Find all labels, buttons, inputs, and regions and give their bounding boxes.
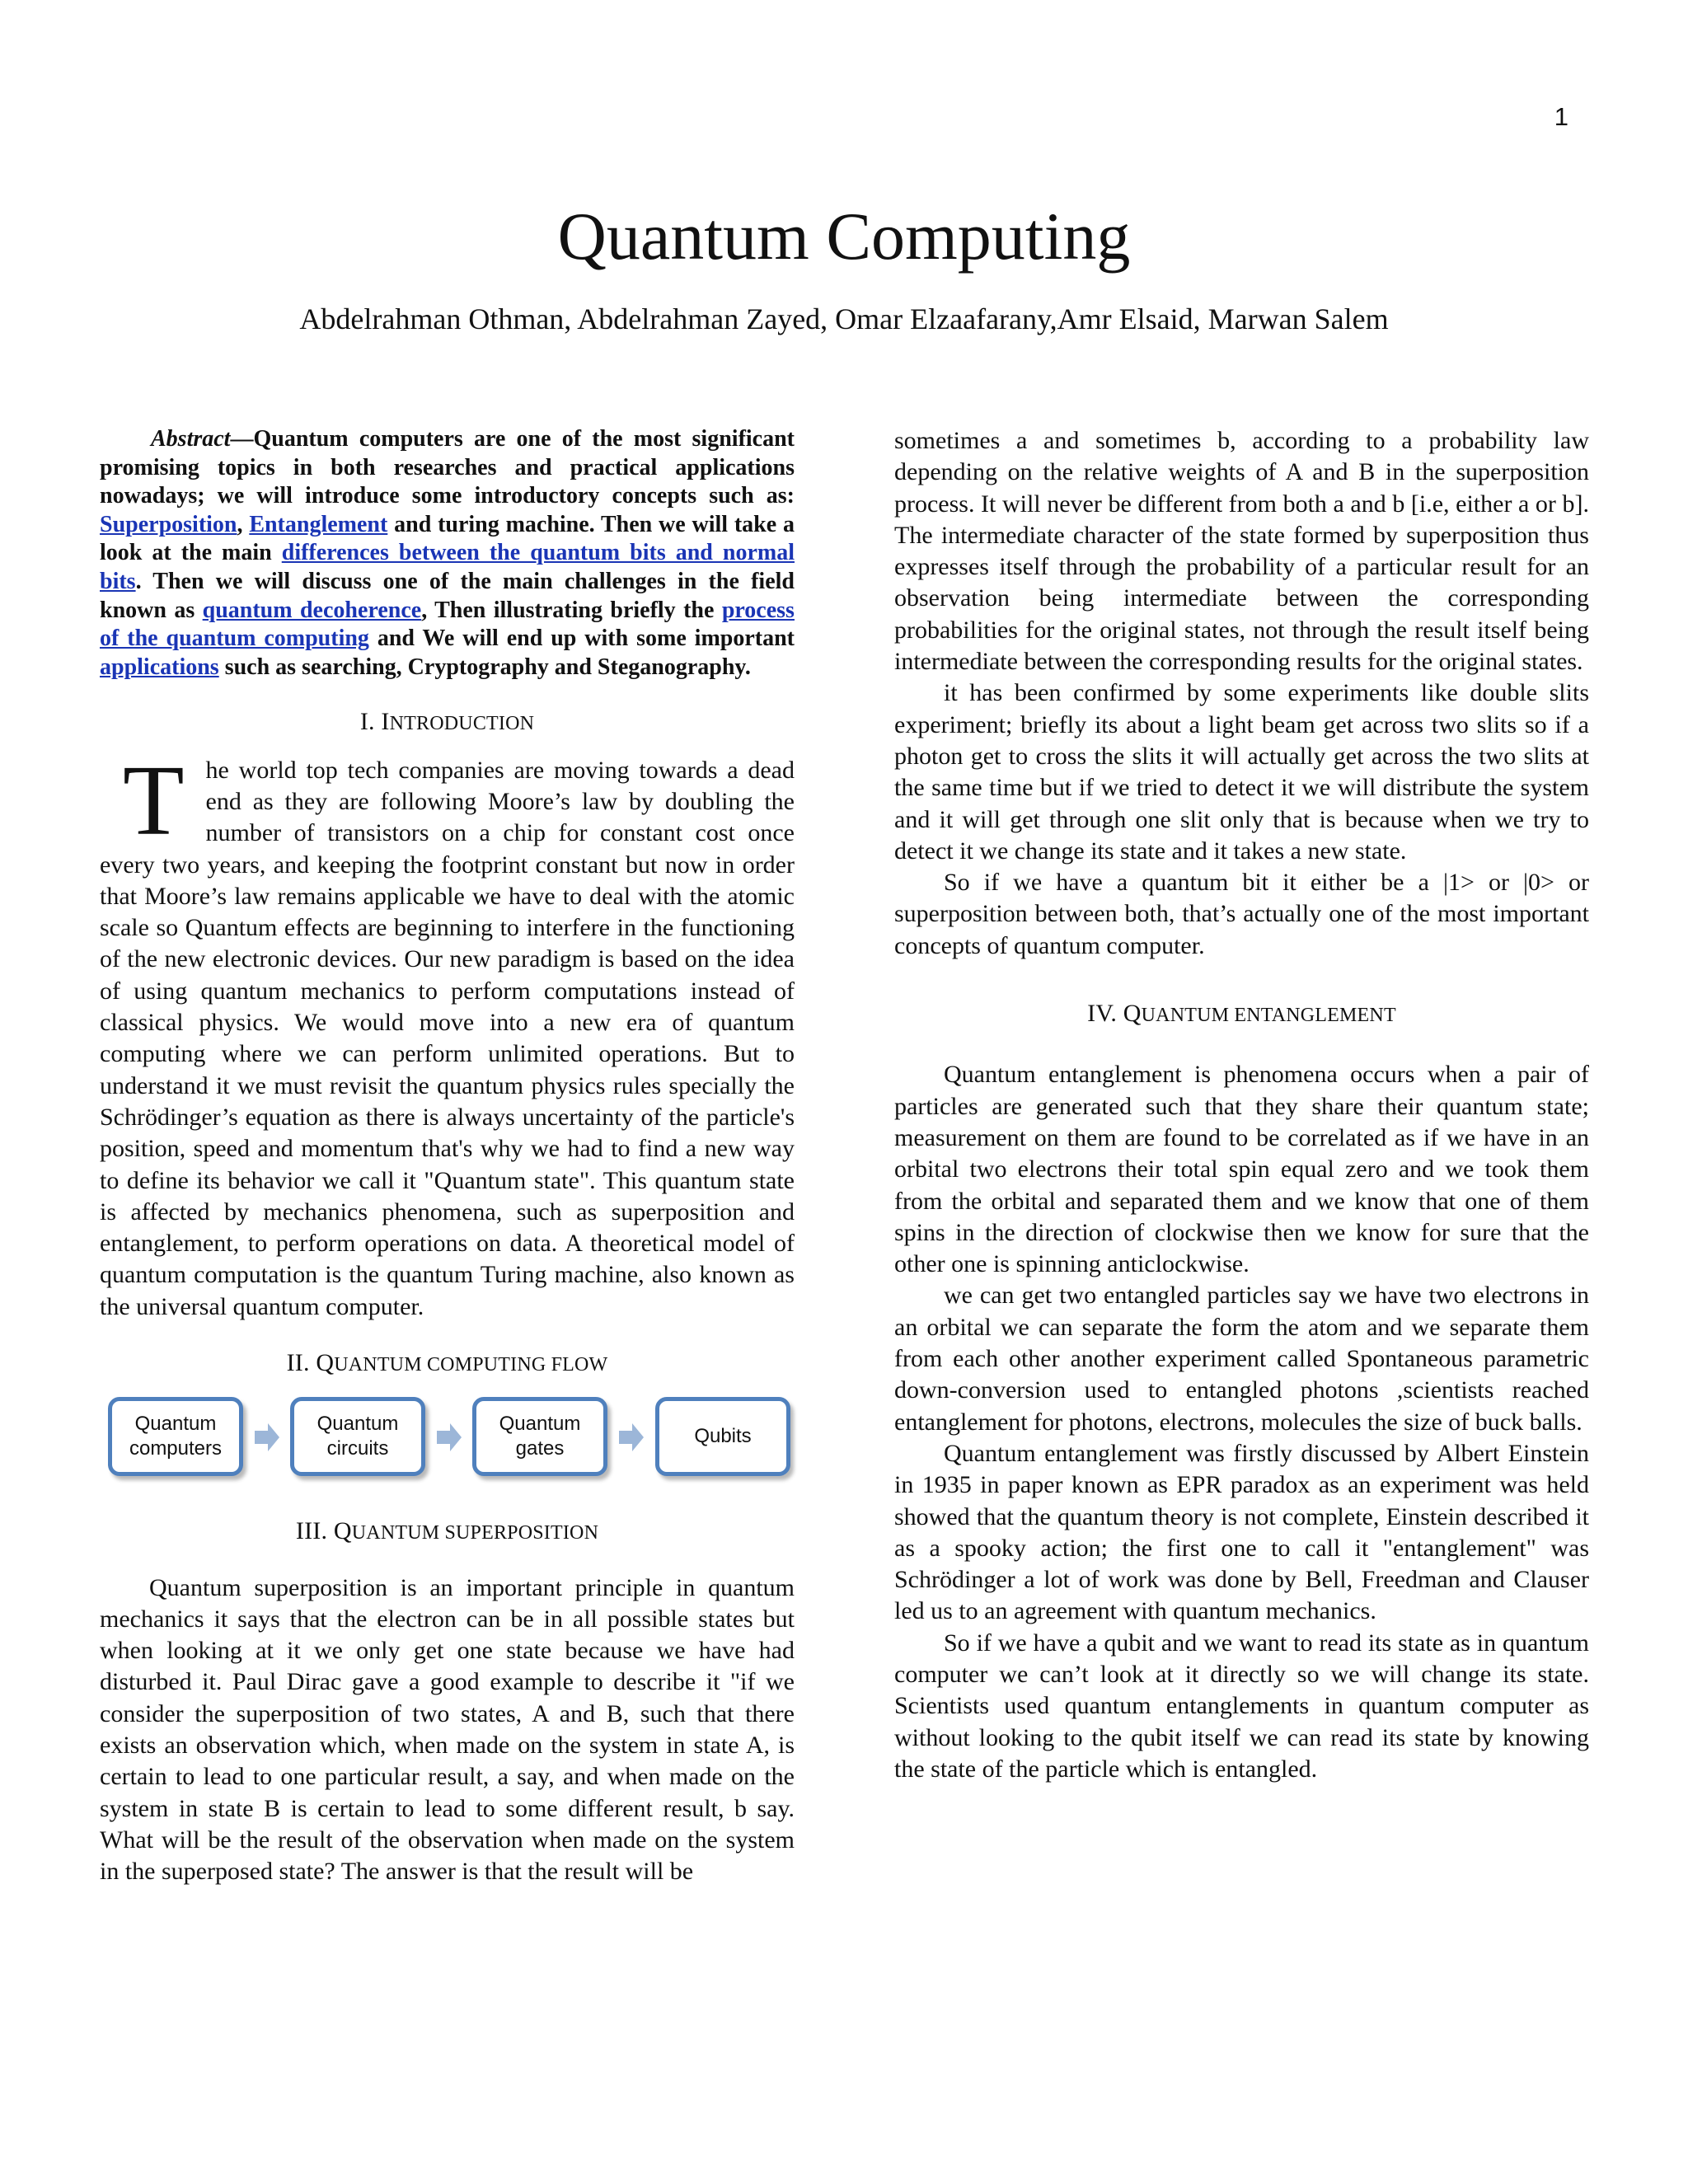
entanglement-link[interactable]: Entanglement bbox=[249, 511, 388, 537]
author-list: Abdelrahman Othman, Abdelrahman Zayed, Omar Elzaafarany,Amr Elsaid, Marwan Salem bbox=[299, 302, 1389, 335]
superposition-paragraph-continued: sometimes a and sometimes b, according to a probability law depending on the relative weights of A and B in the superposition process. It will never be different from both a and b [i.e, either a or b]. The intermediate character of the state formed by superposition thus expresses itself through the probability of a particular result for an observation being intermediate between the corresponding probabilities for the original states, not through the result itself being intermediate between the corresponding results for the original states. bbox=[894, 427, 1589, 676]
abstract-text: , bbox=[237, 511, 250, 537]
flow-arrow-icon bbox=[619, 1423, 644, 1451]
abstract-text: Quantum computers are one of the most significant promising topics in both researches and practical applications nowadays; we will introduce some introductory concepts such as: bbox=[100, 426, 795, 509]
drop-cap: T bbox=[123, 744, 185, 856]
decoherence-link[interactable]: quantum decoherence bbox=[202, 597, 422, 623]
abstract bbox=[100, 425, 795, 682]
flow-box-qubits: Qubits bbox=[655, 1397, 790, 1476]
entanglement-paragraph: So if we have a qubit and we want to read its state as in quantum computer we can’t look at it directly so we will change its state. Scientists used quantum entanglements in quantum computer as without looking to the qubit itself we can read its state by knowing the state of the particle which is entangled. bbox=[894, 1629, 1589, 1783]
page-number: 1 bbox=[1554, 102, 1568, 131]
flow-box-computers: Quantum computers bbox=[108, 1397, 243, 1476]
abstract-text: . Then we will discuss one of the main challenges in the field known as bbox=[100, 568, 795, 623]
superposition-paragraph: Quantum superposition is an important principle in quantum mechanics it says that the electron can be in all possible states but when looking at it we only get one state because we have had disturbed it. Paul Dirac gave a good example to describe it "if we consider the superposition of two states, A and B, such that there exists an observation which, when made on the system in state A, is certain to lead to one particular result, a say, and when made on the system in state B is certain to lead to some different result, b say. What will be the result of the observation when made on the system in the superposed state? The answer is that the result will be bbox=[100, 1573, 795, 1886]
applications-link[interactable]: applications bbox=[100, 654, 219, 680]
paper-title: Quantum Computing bbox=[557, 199, 1131, 274]
right-column bbox=[894, 425, 1589, 1785]
abstract-label: Abstract bbox=[151, 426, 231, 452]
flow-box-circuits: Quantum circuits bbox=[290, 1397, 425, 1476]
superposition-paragraph: So if we have a quantum bit it either be a |1> or |0> or superposition between both, that’s actually one of the most important concepts of quantum computer. bbox=[894, 869, 1589, 959]
superposition-paragraph: it has been confirmed by some experiments like double slits experiment; briefly its about a light beam get across two slits so if a photon get to cross the slits it will actually get across the two slits at the same time but if we tried to detect it we will distribute the system and it will get through one slit only that is because when we try to detect it we change its state and it takes a new state. bbox=[894, 679, 1589, 865]
introduction-paragraph: The world top tech companies are moving towards a dead end as they are following Moore’s law by doubling the number of transistors on a chip for constant cost once every two years, and keeping the footprint constant but now in order that Moore’s law remains applicable we have to deal with the atomic scale so Quantum effects are beginning to interfere in the functioning of the new electronic devices. Our new paradigm is based on the idea of using quantum mechanics to perform computations instead of classical physics. We would move into a new era of quantum computing where we can perform unlimited operations. But to understand it we must revisit the quantum physics rules specially the Schrödinger’s equation as there is always uncertainty of the particle's position, speed and momentum that's why we had to find a new way to define its behavior we call it "Quantum state". This quantum state is affected by mechanics phenomena, such as superposition and entanglement, to perform operations on data. A theoretical model of quantum computation is the quantum Turing machine, also known as the universal quantum computer. bbox=[100, 744, 795, 1320]
entanglement-paragraph: Quantum entanglement is phenomena occurs when a pair of particles are generated such that they share their quantum state; measurement on them are found to be correlated as if we have in an orbital two electrons their total spin equal zero and we took them from the orbital and separated them and we know that one of them spins in the direction of clockwise then we know for sure that the other one is spinning anticlockwise. bbox=[894, 1061, 1589, 1278]
section-heading-introduction: I. INTRODUCTION bbox=[359, 708, 535, 736]
superposition-link[interactable]: Superposition bbox=[100, 511, 237, 537]
section-heading-flow: II. QUANTUM COMPUTING FLOW bbox=[286, 1348, 608, 1376]
process-link[interactable]: process of the quantum computing bbox=[100, 597, 795, 652]
entanglement-paragraph: we can get two entangled particles say we have two electrons in an orbital we can separate the form the atom and we separate them from each other another experiment called Spontaneous parametric down-conversion used to entangled photons ,scientists reached entanglement for photons, electrons, molecules the size of buck balls. bbox=[894, 1282, 1589, 1436]
section-heading-superposition: III. QUANTUM SUPERPOSITION bbox=[295, 1517, 599, 1545]
flow-arrow-icon bbox=[255, 1423, 279, 1451]
differences-link[interactable]: differences between the quantum bits and normal bits bbox=[100, 540, 795, 594]
abstract-text: , Then illustrating briefly the bbox=[421, 597, 722, 623]
flow-arrow-icon bbox=[437, 1423, 462, 1451]
left-column bbox=[100, 425, 795, 1888]
abstract-dash: — bbox=[230, 426, 254, 452]
abstract-text: and turing machine. Then we will take a look at the main bbox=[100, 511, 795, 566]
abstract-text: and We will end up with some important bbox=[368, 626, 795, 652]
flow-box-gates: Quantum gates bbox=[472, 1397, 607, 1476]
computing-flow-diagram bbox=[100, 1389, 795, 1488]
section-heading-entanglement: IV. QUANTUM ENTANGLEMENT bbox=[1087, 1000, 1396, 1028]
abstract-text: such as searching, Cryptography and Steganography. bbox=[218, 654, 751, 680]
entanglement-paragraph: Quantum entanglement was firstly discussed by Albert Einstein in 1935 in paper known as EPR paradox as an experiment was held showed that the quantum theory is not complete, Einstein described it as a spooky action; the first one to call it "entanglement" was Schrödinger a lot of work was done by Bell, Freedman and Clauser led us to an agreement with quantum mechanics. bbox=[894, 1439, 1589, 1625]
